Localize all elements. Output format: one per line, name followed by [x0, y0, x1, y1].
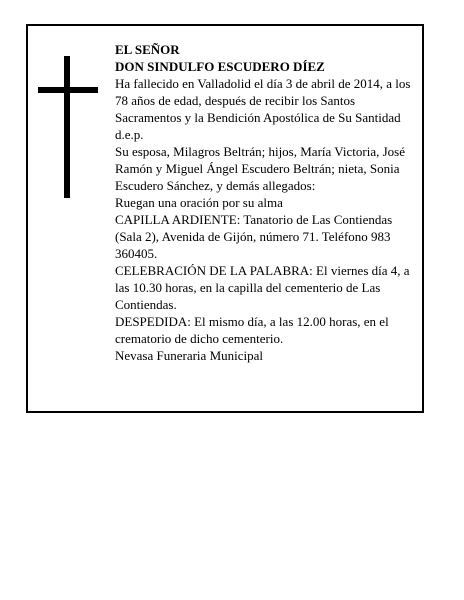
cross-vertical-bar [64, 56, 70, 198]
obituary-notice [26, 24, 424, 413]
funeral-chapel-info: CAPILLA ARDIENTE: Tanatorio de Las Contiendas (Sala 2), Avenida de Gijón, número 71. Teléfono 983 360405. [115, 212, 393, 261]
notice-title: EL SEÑOR [115, 42, 180, 57]
notice-text [115, 41, 413, 364]
deceased-name: DON SINDULFO ESCUDERO DÍEZ [115, 59, 325, 74]
cross-horizontal-bar [38, 87, 98, 93]
ceremony-info: CELEBRACIÓN DE LA PALABRA: El viernes día 4, a las 10.30 horas, en la capilla del cementerio de Las Contiendas. [115, 263, 410, 312]
funeral-home: Nevasa Funeraria Municipal [115, 348, 264, 363]
death-announcement: Ha fallecido en Valladolid el día 3 de abril de 2014, a los 78 años de edad, después de recibir los Santos Sacramentos y la Bendición Apostólica de Su Santidad d.e.p. [115, 76, 411, 142]
farewell-info: DESPEDIDA: El mismo día, a las 12.00 horas, en el crematorio de dicho cementerio. [115, 314, 389, 346]
cross-icon [38, 56, 98, 198]
family-list: Su esposa, Milagros Beltrán; hijos, María Victoria, José Ramón y Miguel Ángel Escudero Beltrán; nieta, Sonia Escudero Sánchez, y demás allegados: [115, 144, 405, 193]
prayer-request: Ruegan una oración por su alma [115, 195, 283, 210]
